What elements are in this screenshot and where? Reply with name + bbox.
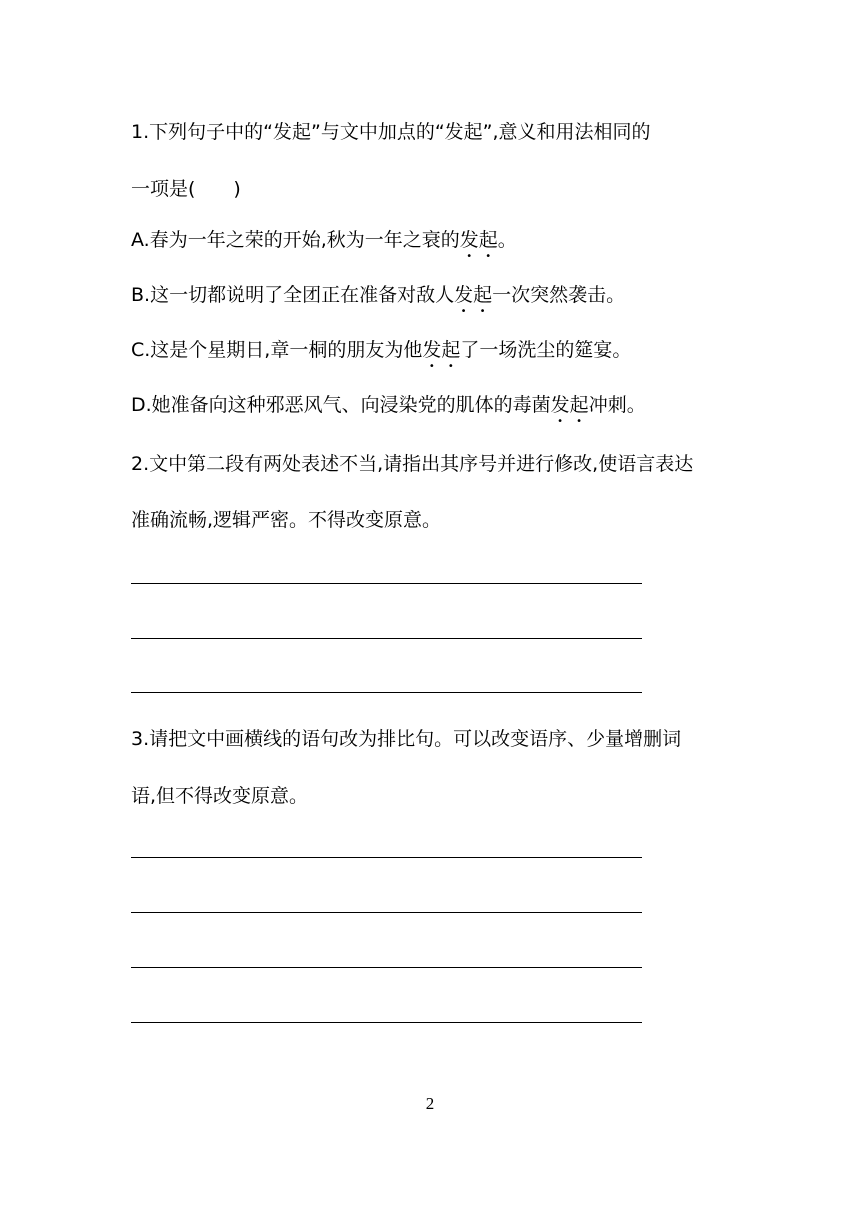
option-c-after: 了一场洗尘的筵宴。 xyxy=(460,339,632,361)
question2-stem-line2: 准确流畅,逻辑严密。不得改变原意。 xyxy=(131,509,442,531)
answer-line[interactable] xyxy=(131,692,642,693)
option-a-dotted-word: 发起 xyxy=(459,229,498,251)
question1-stem-line1: 1.下列句子中的“发起”与文中加点的“发起”,意义和用法相同的 xyxy=(131,121,651,143)
option-b-after: 一次突然袭击。 xyxy=(492,284,626,306)
option-d-dotted-word: 发起 xyxy=(550,394,589,416)
option-b-before: B.这一切都说明了全团正在准备对敌人 xyxy=(131,284,455,306)
option-a-after: 。 xyxy=(497,229,517,251)
question1-stem-line2: 一项是( ) xyxy=(131,178,241,200)
question3-stem-line2: 语,但不得改变原意。 xyxy=(131,785,309,807)
answer-line[interactable] xyxy=(131,912,642,913)
option-a xyxy=(131,228,517,262)
question3-stem-line1: 3.请把文中画横线的语句改为排比句。可以改变语序、少量增删词 xyxy=(131,728,682,750)
option-a-before: A.春为一年之荣的开始,秋为一年之衰的 xyxy=(131,229,460,251)
option-c-dotted-word: 发起 xyxy=(422,339,461,361)
answer-line[interactable] xyxy=(131,638,642,639)
option-d xyxy=(131,393,646,427)
question2-stem-line1: 2.文中第二段有两处表述不当,请指出其序号并进行修改,使语言表达 xyxy=(131,453,694,475)
answer-line[interactable] xyxy=(131,1022,642,1023)
answer-line[interactable] xyxy=(131,583,642,584)
option-b-dotted-word: 发起 xyxy=(454,284,493,306)
option-d-after: 冲刺。 xyxy=(588,394,646,416)
option-b xyxy=(131,283,625,317)
option-c xyxy=(131,338,631,372)
answer-line[interactable] xyxy=(131,857,642,858)
option-d-before: D.她准备向这种邪恶风气、向浸染党的肌体的毒菌 xyxy=(131,394,551,416)
answer-line[interactable] xyxy=(131,967,642,968)
page-number: 2 xyxy=(425,1094,435,1113)
option-c-before: C.这是个星期日,章一桐的朋友为他 xyxy=(131,339,423,361)
